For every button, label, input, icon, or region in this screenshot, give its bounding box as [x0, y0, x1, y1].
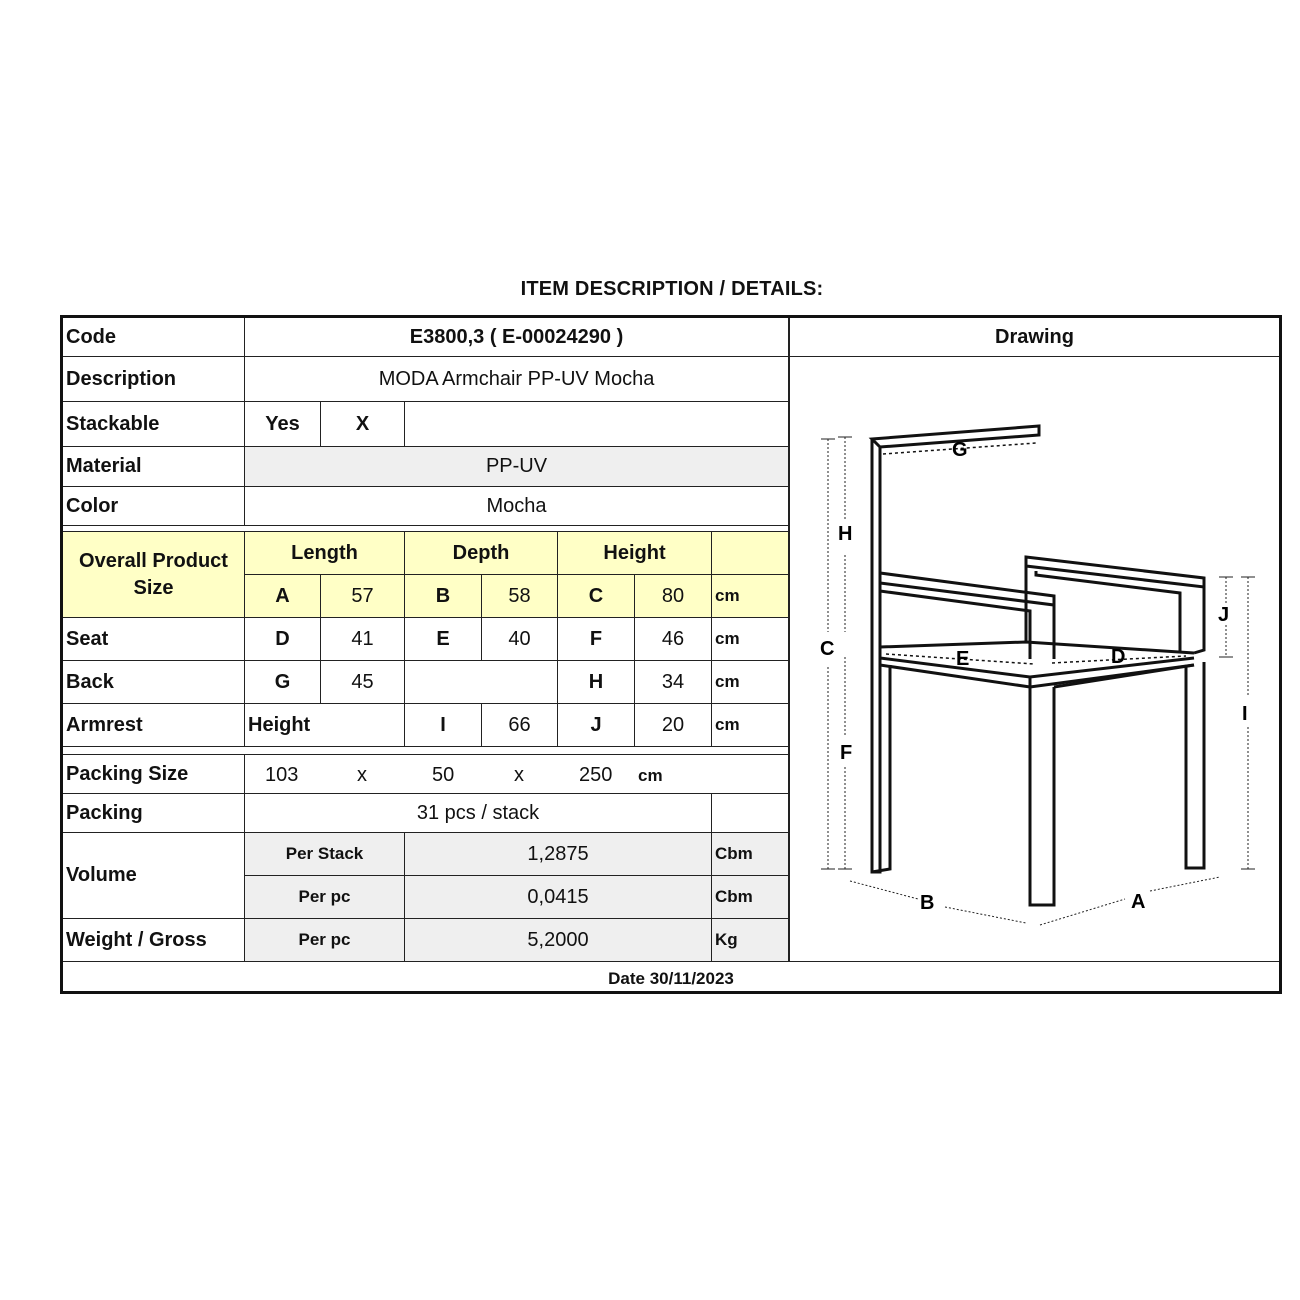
drawing-label-i: I: [1242, 703, 1248, 725]
dim-a-key: A: [245, 575, 321, 618]
chair-drawing: [790, 357, 1280, 961]
dim-h-key: H: [558, 661, 635, 704]
drawing-label-j: J: [1218, 604, 1230, 626]
description-label: Description: [63, 357, 245, 402]
drawing-label-h: H: [838, 523, 853, 545]
packing-x-2: x: [514, 764, 524, 786]
seat-back-edge: [880, 642, 1194, 653]
overall-size-label-line2: Size: [133, 576, 174, 599]
stackable-empty: [405, 402, 789, 447]
stackable-yes: Yes: [245, 402, 321, 447]
dim-a-value: 57: [321, 575, 405, 618]
drawing-label-g: G: [952, 439, 968, 461]
dim-i-key: I: [405, 704, 482, 747]
unit-back: cm: [712, 661, 789, 704]
armrest-height-label: Height: [245, 704, 405, 747]
drawing-label-f: F: [840, 742, 853, 764]
per-stack-label: Per Stack: [245, 833, 405, 876]
unit-armrest: cm: [712, 704, 789, 747]
overall-size-label-line1: Overall Product: [79, 549, 228, 572]
date-footer: Date 30/11/2023: [63, 961, 1279, 995]
dim-j-key: J: [558, 704, 635, 747]
packing-dim-2: 50: [432, 764, 455, 786]
packing-dim-3: 250: [579, 764, 613, 786]
depth-header: Depth: [405, 532, 558, 575]
dim-e-key: E: [405, 618, 482, 661]
drawing-label-e: E: [956, 648, 970, 670]
separator-2: [63, 747, 789, 755]
rear-armrest-edge: [1194, 587, 1204, 653]
dim-b-value: 58: [482, 575, 558, 618]
weight-per-pc-label: Per pc: [245, 919, 405, 961]
dim-f-value: 46: [635, 618, 712, 661]
dim-g-key: G: [245, 661, 321, 704]
armrest-label: Armrest: [63, 704, 245, 747]
height-header: Height: [558, 532, 712, 575]
unit-overall: cm: [712, 575, 789, 618]
dim-f-key: F: [558, 618, 635, 661]
weight-unit: Kg: [712, 919, 789, 961]
volume-label: Volume: [63, 833, 245, 919]
cbm-unit-1: Cbm: [712, 833, 789, 876]
packing-size-values: [245, 755, 789, 794]
unit-seat: cm: [712, 618, 789, 661]
drawing-label-b: B: [920, 892, 935, 914]
dim-d-value: 41: [321, 618, 405, 661]
dim-d-key: D: [245, 618, 321, 661]
packing-empty: [712, 794, 789, 833]
material-value: PP-UV: [245, 447, 789, 487]
per-stack-value: 1,2875: [405, 833, 712, 876]
packing-size-label: Packing Size: [63, 755, 245, 794]
packing-x-1: x: [357, 764, 367, 786]
color-label: Color: [63, 487, 245, 526]
stackable-label: Stackable: [63, 402, 245, 447]
code-label: Code: [63, 318, 245, 357]
packing-value: 31 pcs / stack: [245, 794, 712, 833]
weight-label: Weight / Gross: [63, 919, 245, 961]
dim-g-value: 45: [321, 661, 405, 704]
dim-i-value: 66: [482, 704, 558, 747]
packing-label: Packing: [63, 794, 245, 833]
drawing-area: [789, 357, 1279, 961]
dim-c-value: 80: [635, 575, 712, 618]
packing-dim-1: 103: [265, 764, 299, 786]
color-value: Mocha: [245, 487, 789, 526]
dim-e-value: 40: [482, 618, 558, 661]
drawing-label-a: A: [1131, 891, 1146, 913]
stackable-mark: X: [321, 402, 405, 447]
rear-armrest-inner: [1036, 571, 1180, 652]
overall-size-label: [63, 532, 245, 618]
weight-value: 5,2000: [405, 919, 712, 961]
drawing-label-c: C: [820, 638, 835, 660]
right-leg: [1186, 662, 1204, 868]
dim-h-value: 34: [635, 661, 712, 704]
front-armrest-inner: [880, 591, 1030, 659]
front-left-leg: [1030, 677, 1054, 905]
rear-armrest-top: [1026, 557, 1204, 587]
page-title: ITEM DESCRIPTION / DETAILS:: [520, 278, 824, 300]
spec-sheet: [60, 315, 1282, 994]
seat-label: Seat: [63, 618, 245, 661]
packing-unit: cm: [638, 766, 663, 785]
cbm-unit-2: Cbm: [712, 876, 789, 919]
per-pc-value: 0,0415: [405, 876, 712, 919]
back-empty: [405, 661, 558, 704]
dim-c-key: C: [558, 575, 635, 618]
material-label: Material: [63, 447, 245, 487]
drawing-header: Drawing: [789, 318, 1279, 357]
back-label: Back: [63, 661, 245, 704]
dim-j-value: 20: [635, 704, 712, 747]
length-header: Length: [245, 532, 405, 575]
per-pc-label: Per pc: [245, 876, 405, 919]
front-armrest-top: [880, 573, 1054, 605]
code-value: E3800,3 ( E-00024290 ): [245, 318, 789, 357]
description-value: MODA Armchair PP-UV Mocha: [245, 357, 789, 402]
dim-b-key: B: [405, 575, 482, 618]
seat-front-edge: [880, 658, 1194, 677]
unit-header-empty: [712, 532, 789, 575]
drawing-label-d: D: [1111, 646, 1126, 668]
